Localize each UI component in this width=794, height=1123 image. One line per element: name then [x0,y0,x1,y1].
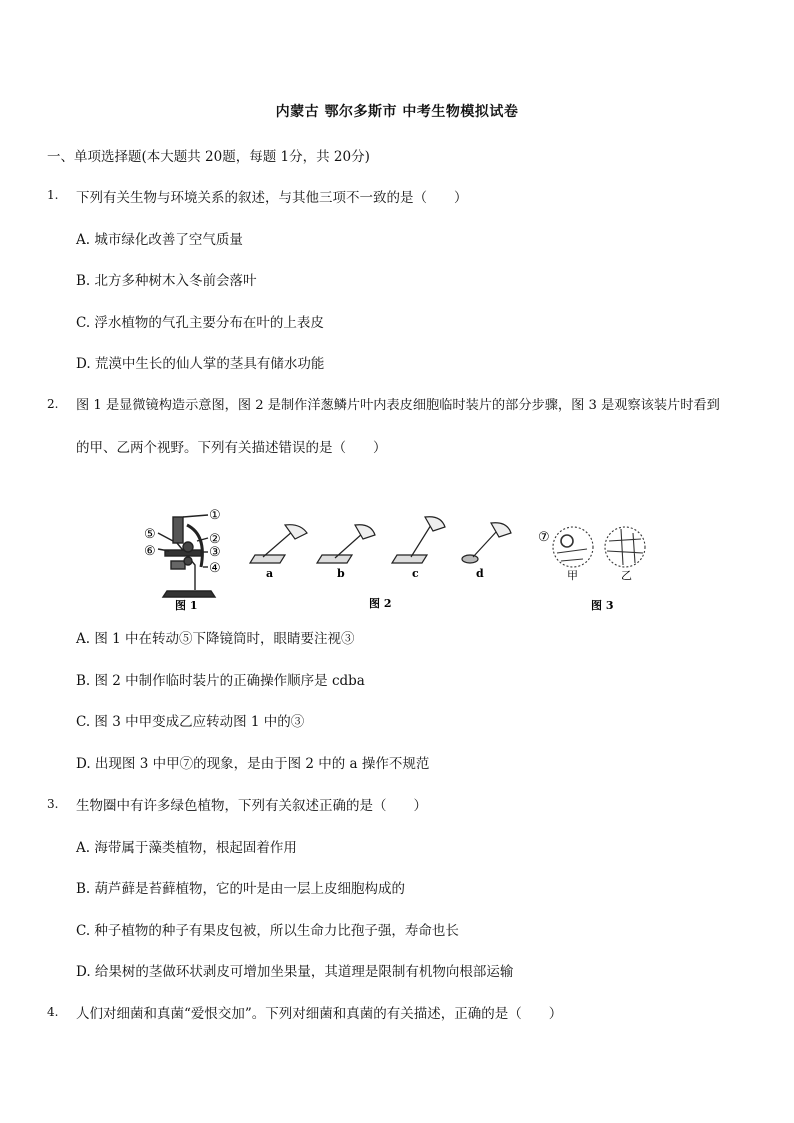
view-label-jia: 甲 [567,569,578,582]
figure-3-label: 图 3 [591,599,614,612]
callout-3: ③ [209,545,221,560]
callout-7: ⑦ [538,530,550,545]
option-a: A. 城市绿化改善了空气质量 [76,232,243,248]
option-c: C. 图 3 中甲变成乙应转动图 1 中的③ [76,714,305,730]
question-text-line2: 的甲、乙两个视野。下列有关描述错误的是（ ） [76,440,387,456]
step-label-b: b [337,567,345,580]
figure-1-label: 图 1 [175,599,198,612]
callout-5: ⑤ [144,527,156,542]
step-label-d: d [476,567,484,580]
callout-2: ② [209,532,221,547]
figure-2-label: 图 2 [369,597,392,610]
view-label-yi: 乙 [621,569,632,582]
question-text: 人们对细菌和真菌“爱恨交加”。下列对细菌和真菌的有关描述，正确的是（ ） [76,1006,563,1022]
option-b: B. 葫芦藓是苔藓植物，它的叶是由一层上皮细胞构成的 [76,881,406,897]
question-number: 3. [47,797,59,811]
callout-4: ④ [209,561,221,576]
question-text-line1: 图 1 是显微镜构造示意图，图 2 是制作洋葱鳞片叶内表皮细胞临时装片的部分步骤，图 3 是观察该装片时看到 [76,398,720,413]
option-b: B. 图 2 中制作临时装片的正确操作顺序是 cdba [76,673,365,689]
option-c: C. 浮水植物的气孔主要分布在叶的上表皮 [76,315,324,331]
microscope-figure [135,505,655,615]
option-d: D. 出现图 3 中甲⑦的现象，是由于图 2 中的 a 操作不规范 [76,756,430,772]
option-b: B. 北方多种树木入冬前会落叶 [76,273,257,289]
question-number: 1. [47,188,59,202]
option-d: D. 给果树的茎做环状剥皮可增加坐果量，其道理是限制有机物向根部运输 [76,964,514,980]
question-text: 生物圈中有许多绿色植物，下列有关叙述正确的是（ ） [76,798,427,814]
callout-1: ① [209,508,221,523]
page-title: 内蒙古 鄂尔多斯市 中考生物模拟试卷 [275,104,519,120]
step-label-a: a [266,567,274,580]
microscope-icon [158,515,215,597]
option-c: C. 种子植物的种子有果皮包被，所以生命力比孢子强，寿命也长 [76,923,459,939]
section-heading: 一、单项选择题(本大题共 20题，每题 1分，共 20分) [47,149,370,165]
option-a: A. 海带属于藻类植物，根起固着作用 [76,840,297,856]
option-a: A. 图 1 中在转动⑤下降镜筒时，眼睛要注视③ [76,631,355,647]
option-d: D. 荒漠中生长的仙人掌的茎具有储水功能 [76,356,325,372]
slide-step-icon [250,517,511,563]
question-text: 下列有关生物与环境关系的叙述，与其他三项不一致的是（ ） [76,190,468,206]
question-number: 2. [47,397,59,411]
question-number: 4. [47,1005,59,1019]
callout-6: ⑥ [144,544,156,559]
field-of-view-icon [553,527,645,567]
step-label-c: c [412,567,419,580]
